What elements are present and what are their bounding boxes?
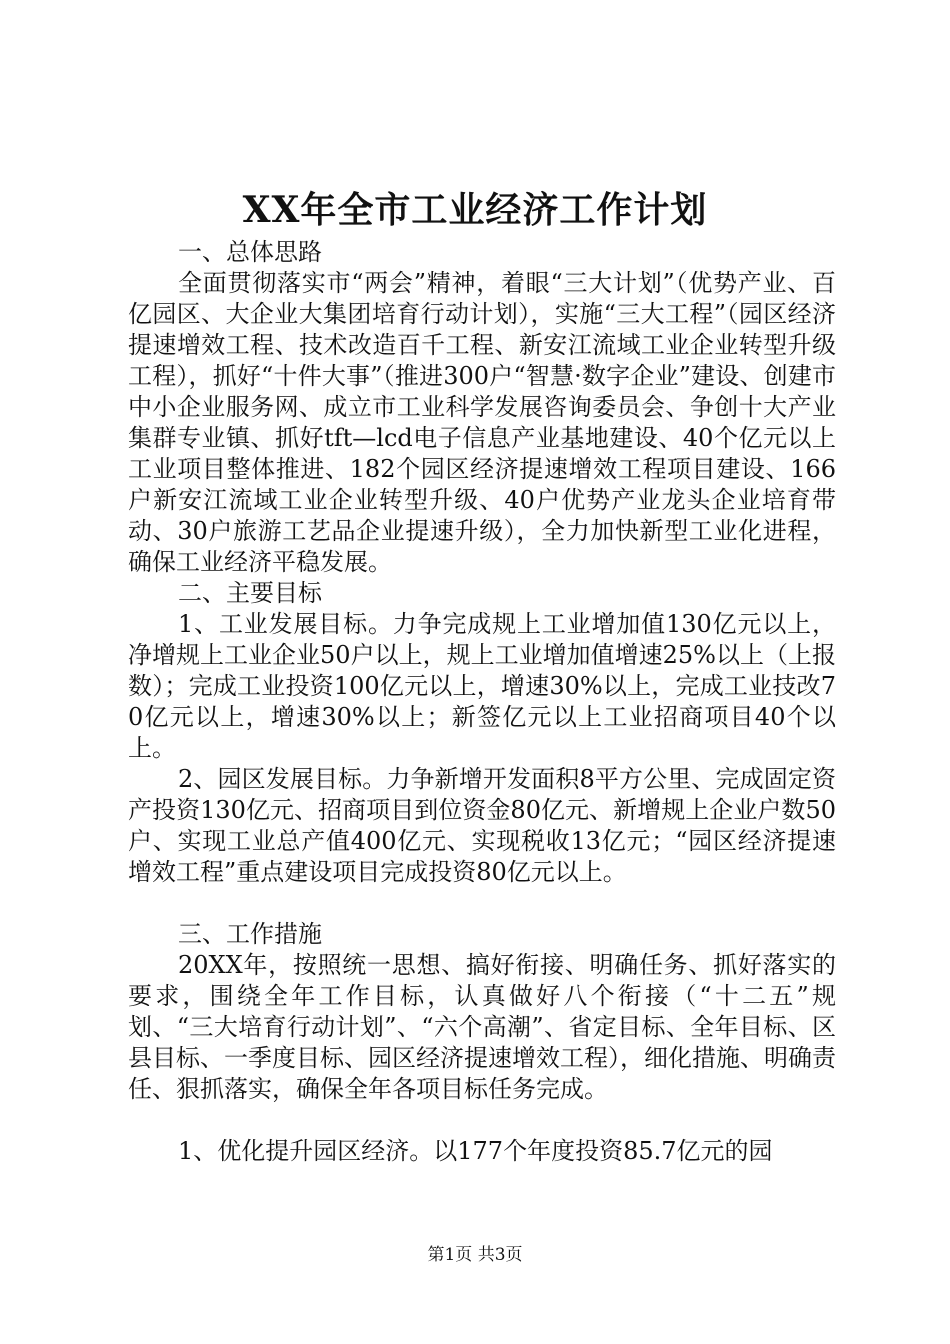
section-heading-main-goals: 二、主要目标 <box>178 579 322 607</box>
document-body <box>128 237 836 1167</box>
paragraph-park-goal: 2、园区发展目标。力争新增开发面积8平方公里、完成固定资产投资130亿元、招商项目到位资金80亿元、新增规上企业户数50户、实现工业总产值400亿元、实现税收13亿元；“园区经济提速增效工程”重点建设项目完成投资80亿元以上。 <box>128 765 836 886</box>
blank-line <box>128 888 836 919</box>
page-number-footer: 第1页 共3页 <box>427 1245 523 1265</box>
document-title: XX年全市工业经济工作计划 <box>242 189 708 231</box>
paragraph-park-economy: 1、优化提升园区经济。以177个年度投资85.7亿元的园 <box>178 1137 773 1165</box>
paragraph-overall-approach: 全面贯彻落实市“两会”精神，着眼“三大计划”（优势产业、百亿园区、大企业大集团培育行动计划），实施“三大工程”（园区经济提速增效工程、技术改造百千工程、新安江流域工业企业转型升级工程），抓好“十件大事”（推进300户“智慧·数字企业”建设、创建市中小企业服务网、成立市工业科学发展咨询委员会、争创十大产业集群专业镇、抓好tft—lcd电子信息产业基地建设、40个亿元以上工业项目整体推进、182个园区经济提速增效工程项目建设、166户新安江流域工业企业转型升级、40户优势产业龙头企业培育带动、30户旅游工艺品企业提速升级），全力加快新型工业化进程，确保工业经济平稳发展。 <box>128 269 836 576</box>
blank-line <box>128 1105 836 1136</box>
section-heading-work-measures: 三、工作措施 <box>178 920 322 948</box>
paragraph-industrial-goal: 1、工业发展目标。力争完成规上工业增加值130亿元以上，净增规上工业企业50户以上，规上工业增加值增速25%以上（上报数）；完成工业投资100亿元以上，增速30%以上，完成工业技改70亿元以上，增速30%以上；新签亿元以上工业招商项目40个以上。 <box>128 610 836 762</box>
section-heading-overall-approach: 一、总体思路 <box>178 238 322 266</box>
paragraph-work-measures: 20XX年，按照统一思想、搞好衔接、明确任务、抓好落实的要求，围绕全年工作目标，认真做好八个衔接（“十二五”规划、“三大培育行动计划”、“六个高潮”、省定目标、全年目标、区县目标、一季度目标、园区经济提速增效工程），细化措施、明确责任、狠抓落实，确保全年各项目标任务完成。 <box>128 951 836 1103</box>
